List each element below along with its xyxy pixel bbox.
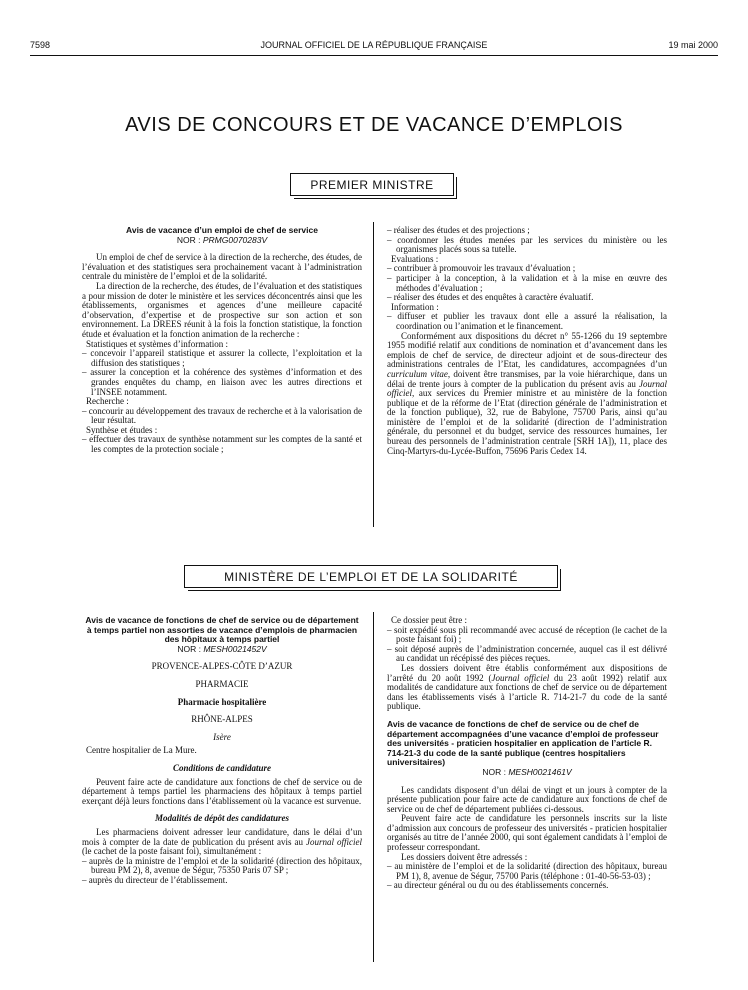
section1-right-column — [387, 226, 667, 456]
list-item: – soit expédié sous pli recommandé avec accusé de réception (le cachet de la poste faisant foi) ; — [387, 624, 667, 645]
list-item: – assurer la conception et la cohérence des systèmes d’information et des grandes enquêtes du champ, en liaison avec les autres directions et l’INSEE notamment. — [82, 367, 362, 397]
paragraph: Les candidats disposent d’un délai de vingt et un jours à compter de la présente publication pour faire acte de candidature aux fonctions de chef de service ou de chef de département publiées ci-dessous. — [387, 784, 667, 814]
section1-left-column — [82, 226, 362, 455]
paragraph: Peuvent faire acte de candidature les personnels inscrits sur la liste d’admission aux concours de professeur des universités - praticien hospitalier organisés au titre de l’année 2000, qui sont également candidats à l’emploi de professeur correspondant. — [387, 813, 667, 853]
list-item: – auprès de la ministre de l’emploi et de la solidarité (direction des hôpitaux, bureau PM 2), 8, avenue de Ségur, 75350 Paris 07 SP ; — [82, 855, 362, 876]
list-item: – réaliser des études et des enquêtes à caractère évaluatif. — [387, 292, 594, 303]
ministry-box-premier-ministre — [290, 173, 454, 196]
nor-reference: NOR : MESH0021461V — [482, 766, 572, 777]
list-label: Statistiques et systèmes d’information : — [86, 338, 228, 349]
nor-reference: NOR : PRMG0070283V — [176, 234, 268, 245]
paragraph: Les dossiers doivent être adressés : — [401, 851, 528, 862]
header-rule — [30, 55, 718, 56]
notice-title: Avis de vacance de fonctions de chef de service ou de département à temps partiel non assorties de vacance d’emplois de pharmacien des hôpitaux à temps partiel — [85, 615, 359, 645]
paragraph: Les dossiers doivent être établis conformément aux dispositions de l’arrêté du 20 août 1992 (Journal officiel du 23 août 1992) relatif aux modalités de candidature aux fonctions de chef de service ou de département dans les établissements visés à l’article R. 714-21-7 du code de la santé publique. — [387, 662, 667, 712]
specialty-heading: PHARMACIE — [195, 678, 249, 689]
notice-title: Avis de vacance de fonctions de chef de service ou de chef de département accompagnées d’une vacance d’emploi de professeur des universités - praticien hospitalier en application de l’article R. 714-21-3 du code de la santé publique (centres hospitaliers universitaires) — [387, 718, 659, 768]
list-label: Synthèse et études : — [86, 424, 158, 435]
list-item: – concevoir l’appareil statistique et assurer la collecte, l’exploitation et la diffusion des statistiques ; — [82, 348, 362, 368]
list-item: – effectuer des travaux de synthèse notamment sur les comptes de la santé et les comptes de la protection sociale ; — [82, 434, 362, 455]
page-number: 7598 — [30, 40, 51, 50]
list-item: – auprès du directeur de l’établissement. — [82, 874, 228, 885]
list-item: – contribuer à promouvoir les travaux d’évaluation ; — [387, 263, 576, 274]
paragraph: Les pharmaciens doivent adresser leur candidature, dans le délai d’un mois à compter de la date de publication du présent avis au Journal officiel (le cachet de la poste faisant foi), simultanément : — [82, 826, 362, 857]
nor-reference: NOR : MESH0021452V — [177, 643, 267, 654]
ministry-box-emploi-solidarite — [184, 565, 558, 588]
department-heading: Isère — [213, 731, 231, 742]
section2-right-column — [387, 616, 667, 891]
ministry-title: MINISTÈRE DE L’EMPLOI ET DE LA SOLIDARITÉ — [224, 570, 518, 584]
list-item: – concourir au développement des travaux de recherche et à la valorisation de leur résultat. — [82, 405, 362, 426]
paragraph: Peuvent faire acte de candidature aux fonctions de chef de service ou de département à temps partiel les pharmaciens des hôpitaux à temps partiel exerçant déjà leurs fonctions dans l’établissement où la vacance est survenue. — [82, 776, 362, 806]
main-title: AVIS DE CONCOURS ET DE VACANCE D’EMPLOIS — [125, 114, 623, 136]
paragraph: La direction de la recherche, des études, de l’évaluation et des statistiques a pour mission de doter le ministère et les services déconcentrés ainsi que les établissements, organismes et agences d’une meilleure capacité d’observation, d’expertise et de prospective sur son action et son environnement. La DREES réunit à la fois la fonction statistique, la fonction étude et évaluation et la fonction animation de la recherche : — [82, 280, 362, 339]
list-item: – soit déposé auprès de l’administration concernée, auquel cas il est délivré au candidat un récépissé des pièces reçues. — [387, 643, 667, 664]
subspecialty-heading: Pharmacie hospitalière — [177, 696, 267, 707]
region-heading: RHÔNE-ALPES — [191, 714, 253, 725]
hospital-name: Centre hospitalier de La Mure. — [86, 745, 197, 756]
list-label: Ce dossier peut être : — [391, 615, 467, 625]
page-header — [30, 40, 718, 54]
subsection-title: Conditions de candidature — [172, 762, 271, 773]
section2-left-column — [82, 616, 362, 885]
journal-name: JOURNAL OFFICIEL DE LA RÉPUBLIQUE FRANÇAISE — [260, 40, 488, 50]
list-item: – au ministère de l’emploi et de la solidarité (direction des hôpitaux, bureau PM 1), 8, avenue de Ségur, 75700 Paris (téléphone : 01-40-56-53-03) ; — [387, 861, 667, 881]
list-item: – participer à la conception, à la validation et à la mise en œuvre des méthodes d’évaluation ; — [387, 272, 667, 293]
list-item: – au directeur général ou du ou des établissements concernés. — [387, 880, 609, 891]
list-label: Recherche : — [86, 396, 129, 407]
paragraph: Un emploi de chef de service à la direction de la recherche, des études, de l’évaluation et des statistiques sera prochainement vacant à l’administration centrale du ministère de l’emploi et de la solidarité. — [82, 252, 362, 282]
issue-date: 19 mai 2000 — [668, 40, 718, 50]
ministry-title: PREMIER MINISTRE — [310, 178, 434, 192]
list-label: Evaluations : — [391, 253, 439, 264]
column-divider — [373, 612, 374, 962]
list-item: – coordonner les études menées par les services du ministère ou les organismes placés sous sa tutelle. — [387, 234, 667, 255]
list-item: – réaliser des études et des projections ; — [387, 225, 530, 235]
notice-title: Avis de vacance d’un emploi de chef de service — [126, 225, 318, 235]
paragraph: Conformément aux dispositions du décret n° 55-1266 du 19 septembre 1955 modifié relatif aux conditions de nomination et d’avancement dans les emplois de chef de service, de directeur adjoint et de sous-directeur des administrations centrales de l’Etat, les candidatures, accompagnées d’un curriculum vitae, doivent être transmises, par la voie hiérarchique, dans un délai de trente jours à compter de la publication du présent avis au Journal officiel, aux services du Premier ministre et au ministère de la fonction publique et de la réforme de l’Etat (direction générale de l’administration et de la fonction publique), 32, rue de Babylone, 75700 Paris, ainsi qu’au ministère de l’emploi et de la solidarité (direction de l’administration générale, du personnel et du budget, service des ressources humaines, 1er bureau des personnels de l’administration centrale [SRH 1A]), 11, place des Cinq-Martyrs-du-Lycée-Buffon, 75696 Paris Cedex 14. — [387, 330, 667, 456]
column-divider — [373, 222, 374, 527]
list-item: – diffuser et publier les travaux dont elle a assuré la réalisation, la coordination ou l’animation et le financement. — [387, 311, 667, 331]
region-heading: PROVENCE-ALPES-CÔTE D’AZUR — [151, 661, 293, 672]
subsection-title: Modalités de dépôt des candidatures — [155, 813, 289, 824]
list-label: Information : — [391, 301, 439, 312]
